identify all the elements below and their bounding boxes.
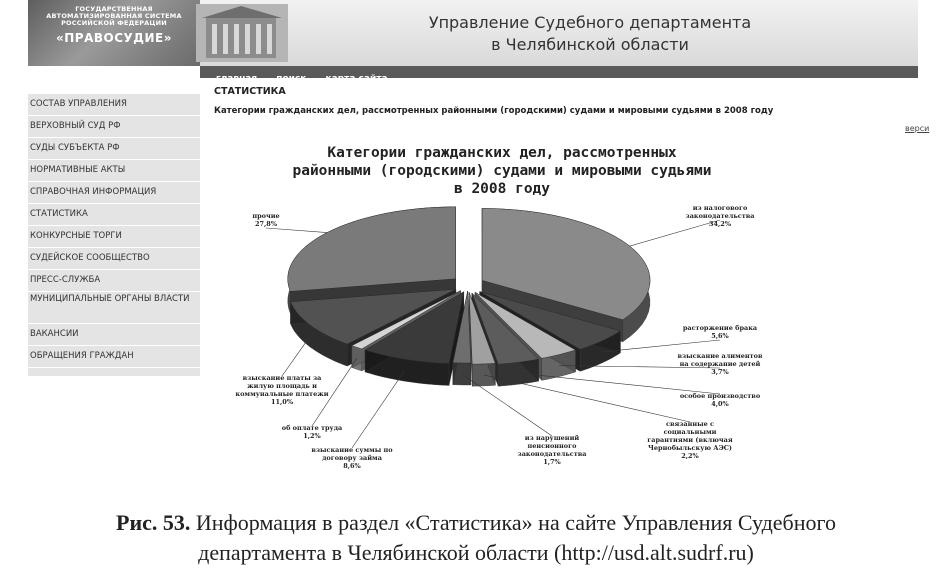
pie-label-line: социальными — [663, 428, 717, 436]
pie-label-line: 27,8% — [254, 220, 278, 228]
pie-label-line: законодательства — [685, 212, 755, 220]
pie-label-line: 4,0% — [711, 400, 729, 408]
nav-search-link[interactable]: поиск — [276, 74, 307, 84]
pie-label-5 — [518, 434, 588, 466]
sidebar-item-supreme-court[interactable]: ВЕРХОВНЫЙ СУД РФ — [28, 116, 200, 138]
pie-label-line: 11,0% — [270, 398, 294, 406]
department-title-line-2: в Челябинской области — [491, 35, 689, 54]
pie-leader-line-0 — [630, 220, 720, 246]
figure-caption — [0, 508, 952, 568]
sidebar-item-appeals[interactable]: ОБРАЩЕНИЯ ГРАЖДАН — [28, 346, 200, 368]
caption-label: Рис. 53. — [116, 510, 191, 535]
pie-label-line: взыскание алиментов — [677, 352, 763, 360]
pie-label-6 — [311, 446, 393, 470]
pie-label-line: Чернобыльскую АЭС) — [647, 444, 733, 452]
pie-label-2 — [677, 352, 763, 376]
sidebar-item-tenders[interactable]: КОНКУРСНЫЕ ТОРГИ — [28, 226, 200, 248]
pie-label-line: 2,2% — [681, 452, 699, 460]
chart-title-line-1: Категории гражданских дел, рассмотренных — [327, 145, 677, 161]
pie-label-7 — [282, 424, 343, 440]
sidebar-item-regional-courts[interactable]: СУДЫ СУБЪЕКТА РФ — [28, 138, 200, 160]
pie-label-line: 8,6% — [343, 462, 361, 470]
pie-label-line: взыскание платы за — [242, 374, 322, 382]
caption-line-1: Информация в раздел «Статистика» на сайте Управления Судебного — [195, 510, 836, 535]
pie-label-line: об оплате труда — [281, 424, 343, 432]
pie-chart — [200, 190, 800, 490]
building-illustration — [196, 4, 288, 62]
pie-label-line: жилую площадь и — [247, 382, 317, 390]
sidebar-item-management[interactable]: СОСТАВ УПРАВЛЕНИЯ — [28, 94, 200, 116]
sidebar-item-press[interactable]: ПРЕСС-СЛУЖБА — [28, 270, 200, 292]
pie-label-4 — [647, 420, 733, 460]
sidebar-item-judges-community[interactable]: СУДЕЙСКОЕ СООБЩЕСТВО — [28, 248, 200, 270]
department-title — [370, 12, 810, 56]
sidebar-item-normative-acts[interactable]: НОРМАТИВНЫЕ АКТЫ — [28, 160, 200, 182]
pie-label-line: 5,6% — [711, 332, 729, 340]
pie-label-0 — [686, 204, 756, 228]
pie-label-line: гарантиями (включая — [647, 436, 733, 444]
pie-label-line: договору займа — [322, 454, 382, 462]
chart-title-line-2: районными (городскими) судами и мировыми судьями — [292, 163, 712, 179]
pie-label-line: пенсионного — [527, 442, 577, 450]
pie-label-line: 1,7% — [543, 458, 561, 466]
sidebar-item-statistics[interactable]: СТАТИСТИКА — [28, 204, 200, 226]
pie-label-1 — [683, 324, 758, 340]
pie-slice-9 — [288, 207, 456, 292]
logo-line-3: РОССИЙСКОЙ ФЕДЕРАЦИИ — [61, 19, 167, 27]
page-subtitle: Категории гражданских дел, рассмотренных районными (городскими) судами и мировыми судьями в 2008 году — [214, 106, 774, 116]
pie-label-line: особое производство — [679, 392, 761, 400]
pie-label-9 — [252, 212, 279, 228]
version-link[interactable]: верси — [905, 124, 930, 133]
pravosudie-logo[interactable] — [28, 0, 200, 66]
pie-label-line: на содержание детей — [679, 360, 761, 368]
pie-label-line: 3,7% — [711, 368, 729, 376]
department-title-line-1: Управление Судебного департамента — [428, 13, 752, 32]
nav-home-link[interactable]: главная — [216, 74, 258, 84]
pie-label-line: 1,2% — [303, 432, 321, 440]
pie-label-line: из налогового — [692, 204, 748, 212]
pie-leader-line-3 — [519, 373, 720, 394]
pie-label-line: 34,2% — [708, 220, 732, 228]
pie-label-line: связанные с — [665, 420, 715, 428]
page-title: СТАТИСТИКА — [214, 86, 286, 97]
pie-label-8 — [235, 374, 328, 406]
top-nav — [200, 66, 918, 84]
pie-label-3 — [680, 392, 761, 408]
pie-label-line: законодательства — [517, 450, 587, 458]
pie-leader-line-8 — [282, 336, 310, 376]
pie-leader-line-6 — [352, 370, 405, 448]
pie-leader-line-4 — [484, 375, 690, 422]
chart-title-line-3: в 2008 году — [453, 181, 551, 197]
nav-sitemap-link[interactable]: карта сайта — [325, 74, 388, 84]
pie-leader-line-9 — [266, 228, 327, 233]
pie-label-line: расторжение брака — [682, 324, 758, 332]
logo-line-2: АВТОМАТИЗИРОВАННАЯ СИСТЕМА — [46, 12, 182, 20]
logo-line-1: ГОСУДАРСТВЕННАЯ — [75, 5, 153, 13]
sidebar-item-municipal[interactable]: МУНИЦИПАЛЬНЫЕ ОРГАНЫ ВЛАСТИ — [28, 292, 200, 324]
sidebar-item-vacancies[interactable]: ВАКАНСИИ — [28, 324, 200, 346]
pie-label-line: коммунальные платежи — [235, 390, 329, 398]
sidebar-menu — [28, 94, 200, 376]
sidebar-item-reference[interactable]: СПРАВОЧНАЯ ИНФОРМАЦИЯ — [28, 182, 200, 204]
caption-line-2: департамента в Челябинской области (http://usd.alt.sudrf.ru) — [198, 540, 754, 565]
logo-name: «ПРАВОСУДИЕ» — [56, 31, 172, 45]
pie-label-line: прочие — [252, 212, 280, 220]
pie-label-line: из нарушений — [524, 434, 580, 442]
pie-label-line: взыскание суммы по — [311, 446, 393, 454]
